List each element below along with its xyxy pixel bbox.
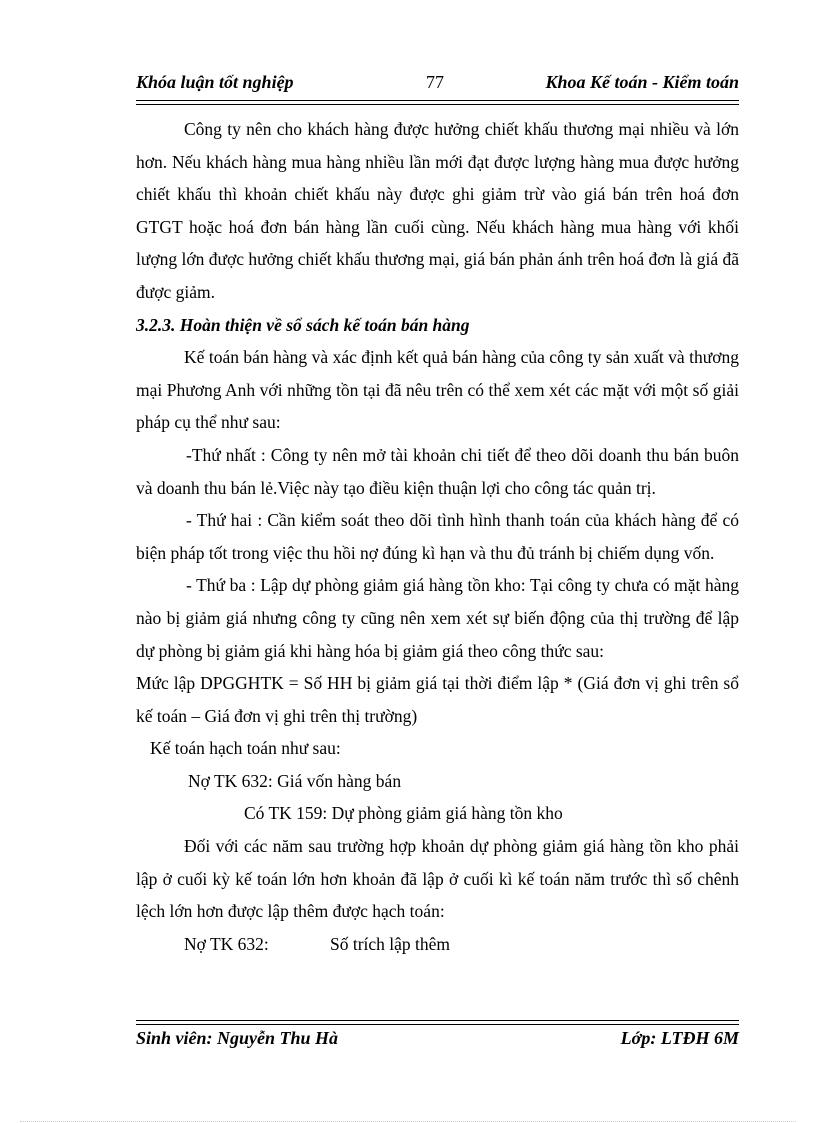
page-number: 77	[426, 72, 444, 92]
header-divider	[136, 100, 739, 105]
list-item-third: - Thứ ba : Lập dự phòng giảm giá hàng tồn kho: Tại công ty chưa có mặt hàng nào bị giảm giá nhưng công ty cũng nên xem xét sự biến động của thị trường để lập dự phòng bị giảm giá khi hàng hóa bị giảm giá theo công thức sau:	[136, 575, 739, 661]
paragraph-following-years: Đối với các năm sau trường hợp khoản dự phòng giảm giá hàng tồn kho phải lập ở cuối kỳ kế toán lớn hơn khoản đã lập ở cuối kì kế toán năm trước thì số chênh lệch lớn hơn được lập thêm được hạch toán:	[136, 836, 739, 922]
footer-class: Lớp: LTĐH 6M	[620, 1028, 739, 1048]
list-item-first: -Thứ nhất : Công ty nên mở tài khoản chi tiết để theo dõi doanh thu bán buôn và doanh thu bán lẻ.Việc này tạo điều kiện thuận lợi cho công tác quản trị.	[136, 444, 739, 498]
page-header	[136, 72, 739, 96]
paragraph-discount: Công ty nên cho khách hàng được hưởng chiết khấu thương mại nhiều và lớn hơn. Nếu khách hàng mua hàng nhiều lần mới đạt được lượng hàng mua được hưởng chiết khấu thì khoản chiết khấu này được ghi giảm trừ vào giá bán trên hoá đơn GTGT hoặc hoá đơn bán hàng lần cuối cùng. Nếu khách hàng mua hàng với khối lượng lớn được hưởng chiết khấu thương mại, giá bán phản ánh trên hoá đơn là giá đã được giảm.	[136, 119, 739, 302]
section-heading: 3.2.3. Hoàn thiện về sổ sách kế toán bán hàng	[136, 314, 470, 335]
page-body	[136, 113, 739, 960]
footer-divider	[136, 1020, 739, 1025]
debit-entry: Nợ TK 632: Giá vốn hàng bán	[188, 770, 402, 791]
additional-entry	[136, 928, 739, 961]
additional-entry-desc: Số trích lập thêm	[330, 933, 451, 954]
credit-entry: Có TK 159: Dự phòng giảm giá hàng tồn kho	[244, 803, 563, 824]
header-faculty: Khoa Kế toán - Kiểm toán	[545, 72, 739, 92]
formula-text: Mức lập DPGGHTK = Số HH bị giảm giá tại thời điểm lập * (Giá đơn vị ghi trên sổ kế toán – Giá đơn vị ghi trên thị trường)	[136, 673, 739, 726]
header-thesis-title: Khóa luận tốt nghiệp	[136, 72, 294, 92]
additional-entry-account: Nợ TK 632:	[184, 933, 269, 954]
list-item-second: - Thứ hai : Cần kiểm soát theo dõi tình hình thanh toán của khách hàng để có biện pháp tốt trong việc thu hồi nợ đúng kì hạn và thu đủ tránh bị chiếm dụng vốn.	[136, 510, 739, 563]
accounting-intro: Kế toán hạch toán như sau:	[150, 738, 341, 759]
paragraph-intro: Kế toán bán hàng và xác định kết quả bán hàng của công ty sản xuất và thương mại Phương Anh với những tồn tại đã nêu trên có thể xem xét các mặt với một số giải pháp cụ thể như sau:	[136, 347, 739, 433]
page-footer	[136, 1028, 739, 1052]
footer-student: Sinh viên: Nguyễn Thu Hà	[136, 1028, 339, 1048]
